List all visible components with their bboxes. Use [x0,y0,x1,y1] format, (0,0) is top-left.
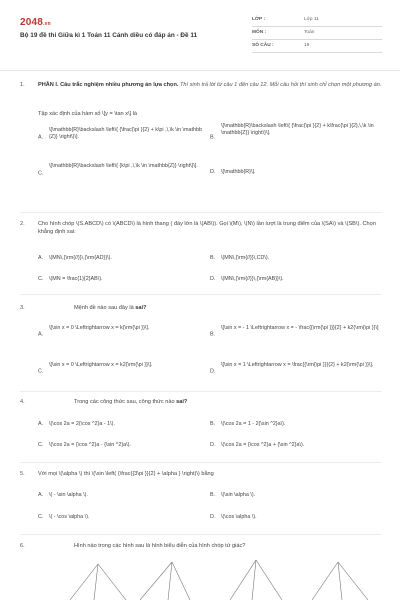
pyramid-figure-b [140,562,190,600]
meta-row-class [252,14,382,27]
exam-title: Bộ 19 đề thi Giữa kì 1 Toán 11 Cánh diều có đáp án - Đề 11 [20,32,198,39]
question-text: Với mọi \(\alpha \) thì \(\sin \left( {\frac{{3\pi }}{2} + \alpha } \right)\) bằng [38,471,214,477]
meta-label: SỐ CÂU : [252,43,274,48]
pyramid-figure-d [312,562,368,600]
question-text: Cho hình chóp \(S.ABCD\) có \(ABCD\) là hình thang ( đáy lớn là \(AB\)). Gọi \(M\), \(N\) lần lượt là trung điểm của \(SA\) và \(SB\). Chọn khẳng định sai: [38,221,376,235]
meta-row-subject [252,27,382,40]
question-6 [20,543,382,557]
question-number: 1. [20,82,25,88]
option-b[interactable]: B. \[\sin x = - 1 \Leftrightarrow x = - \frac{{\rm{\pi }}}{2} + k2{\rm{\pi }}\] [210,325,379,338]
question-number: 6. [20,543,25,549]
question-number: 2. [20,221,25,227]
pyramid-figures [20,560,382,600]
option-d[interactable]: D. \[\mathbb{R}\]. [210,169,256,175]
question-separator [20,391,382,392]
question-number: 3. [20,305,25,311]
header-divider [0,70,400,71]
exam-header [20,14,382,60]
option-a[interactable]: A. \[\sin x = 0 \Leftrightarrow x = k{\rm{\pi }}\]. [38,325,150,338]
question-4: 4. Trong các công thức sau, công thức nào sai? A. \(\cos 2a = 2{\cos ^2}a - 1\). B. \(\cos 2a = 1 - 2{\sin ^2}a\). C. \(\cos 2a = {\cos ^2}a - {\sin ^2}a\). D. \(\cos 2a = {\cos ^2}a + {\sin ^2}a\). [20,399,382,459]
meta-label: LỚP : [252,17,266,22]
meta-value: 19 [304,43,310,48]
question-number: 5. [20,471,25,477]
question-separator [20,534,382,535]
meta-value: Lớp 11 [304,17,319,22]
meta-label: MÔN : [252,30,267,35]
question-number: 4. [20,399,25,405]
question-1 [20,82,382,202]
meta-row-count [252,40,382,53]
question-text: Tập xác định của hàm số \[y = \tan x\] là [38,111,138,117]
question-text: Mệnh đề nào sau đây là sai? [74,305,147,311]
option-c[interactable]: C. \[\mathbb{R}\backslash \left\{ {k\pi ,\,\k \in \mathbb{Z}} \right\}\]. [38,163,198,177]
site-logo[interactable]: 2048.vn [20,17,51,28]
question-5: 5. Với mọi \(\alpha \) thì \(\sin \left( {\frac{{3\pi }}{2} + \alpha } \right)\) bằng A. \( - \sin \alpha \). B. \(\sin \alpha \). C. \( - \cos \alpha \). D. \(\cos \alpha \). [20,471,382,531]
option-c[interactable]: C. \[\sin x = 0 \Leftrightarrow x = k2{\rm{\pi }}\]. [38,362,153,375]
question-separator [20,212,382,213]
exam-meta [252,14,382,53]
question-3 [20,305,382,385]
question-separator [20,294,382,295]
question-part-heading: PHẦN I. Câu trắc nghiệm nhiều phương án lựa chọn. Thí sinh trả lời từ câu 1 đến câu 12. Mỗi câu hỏi thí sinh chỉ chọn một phương án. [38,82,382,88]
option-b[interactable]: B. \[\mathbb{R}\backslash \left\{ {\frac{\pi }{2} + k\frac{\pi }{2},\,\k \in \mathbb{Z}} \right\}\]. [210,123,374,141]
option-d[interactable]: D. \[\sin x = 1 \Leftrightarrow x = \frac{{\rm{\pi }}}{2} + k2{\rm{\pi }}\]. [210,362,374,375]
meta-value: Toán [304,30,315,35]
pyramid-figure-a [70,564,126,600]
pyramid-figure-c [230,560,282,600]
question-separator [20,462,382,463]
question-text: Trong các công thức sau, công thức nào sai? [74,399,188,405]
question-text: Hình nào trong các hình sau là hình biểu diễn của hình chóp tứ giác? [74,543,246,549]
question-2: 2. Cho hình chóp \(S.ABCD\) có \(ABCD\) là hình thang ( đáy lớn là \(AB\)). Gọi \(M\), \(N\) lần lượt là trung điểm của \(SA\) và \(SB\). Chọn khẳng định sai: A. \(MN\,{\rm{//}}\,{\rm{AD}}\). B. \(MN\,{\rm{//}}\,CD\). C. \(MN = \frac{1}{2}AB\). D. \(MN\,{\rm{//}}\,{\rm{AB}}\). [20,221,382,291]
option-a[interactable]: A. \[\mathbb{R}\backslash \left\{ {\frac{\pi }{2} + k\pi ,\,\k \in \mathbb{Z}} \right\}\]. [38,127,202,141]
